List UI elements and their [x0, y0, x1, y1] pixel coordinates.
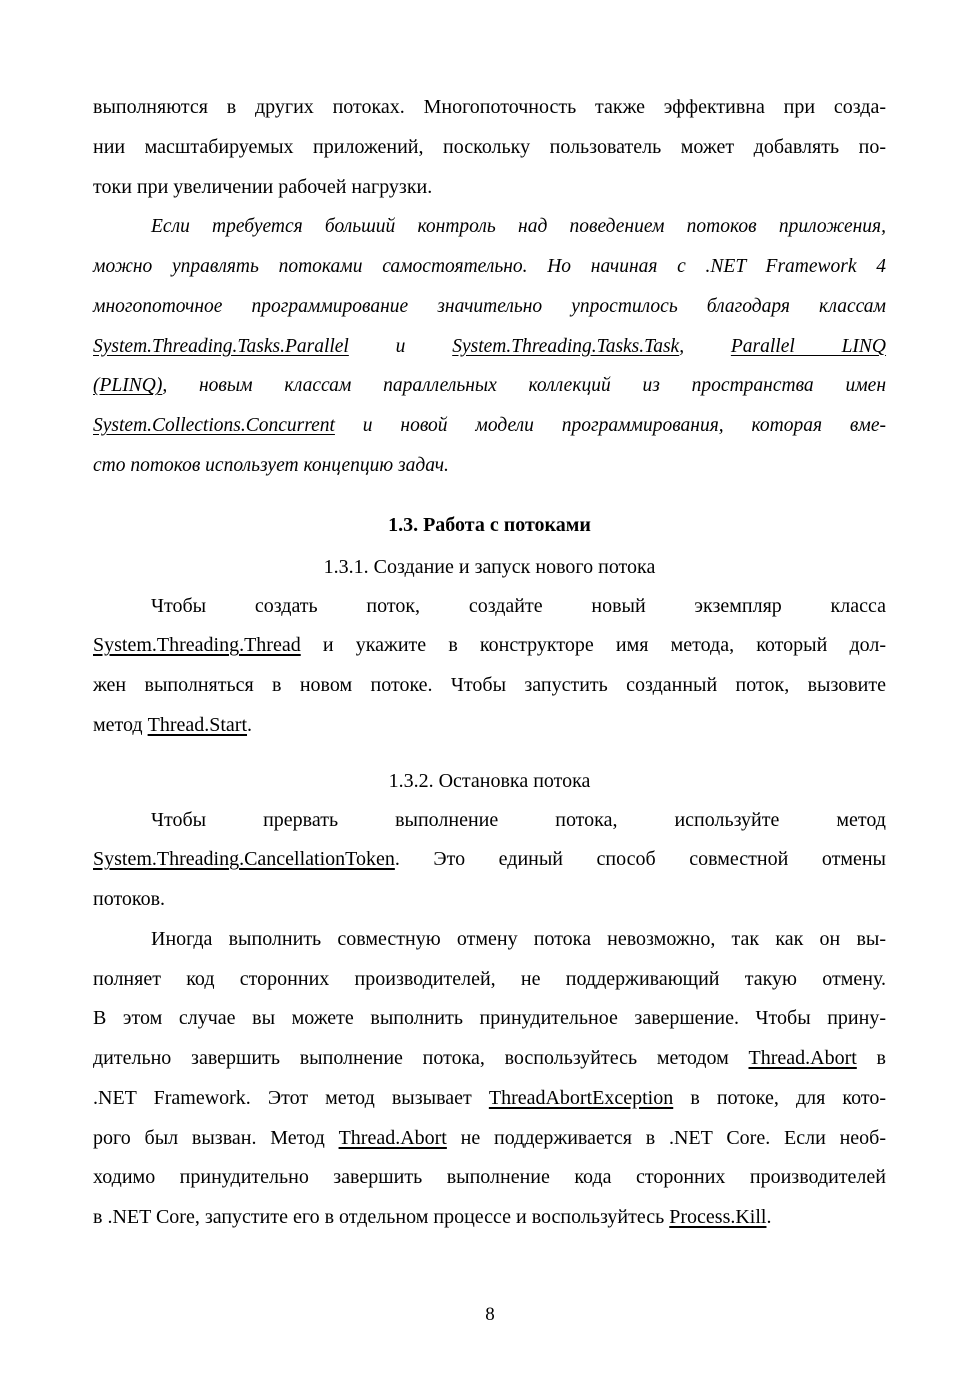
text-run: В этом случае вы можете выполнить принудительное завершение. Чтобы прину-: [93, 1007, 886, 1030]
text-line: [93, 960, 886, 1000]
text-line: [93, 1198, 886, 1238]
paragraph: [93, 920, 886, 1238]
text-line: [93, 327, 886, 367]
text-line: [93, 406, 886, 446]
text-line: [93, 920, 886, 960]
api-reference-link[interactable]: System.Threading.Tasks.Parallel: [93, 335, 349, 357]
text-line: [93, 587, 886, 627]
text-line: [93, 247, 886, 287]
text-run: нии масштабируемых приложений, поскольку пользователь может добавлять по-: [93, 135, 886, 158]
text-run: .: [766, 1206, 772, 1228]
text-run: Если требуется больший контроль над поведением потоков приложения,: [151, 216, 886, 238]
text-line: [93, 666, 886, 706]
text-run: не поддерживается в .NET Core. Если необ-: [446, 1126, 887, 1149]
text-run: потоков.: [93, 888, 166, 910]
text-run: полняет код сторонних производителей, не поддерживающий такую отмену.: [93, 967, 886, 990]
paragraph: [93, 801, 886, 920]
text-line: [93, 880, 886, 920]
text-line: [93, 366, 886, 406]
text-run: рого был вызван. Метод: [93, 1126, 339, 1149]
api-reference-link[interactable]: System.Collections.Concurrent: [93, 415, 335, 436]
text-run: , новым классам параллельных коллекций из пространства имен: [162, 375, 886, 397]
text-line: [93, 999, 886, 1039]
text-run: .: [247, 713, 253, 736]
api-reference-link[interactable]: Thread.Start: [147, 713, 248, 736]
text-line: [93, 840, 886, 880]
text-run: .NET Framework. Этот метод вызывает: [93, 1086, 489, 1109]
api-reference-link[interactable]: ThreadAbortException: [488, 1086, 674, 1109]
document-body: [93, 88, 886, 1238]
subsection-heading: 1.3.2. Остановка потока: [388, 769, 591, 792]
text-line: [93, 1158, 886, 1198]
text-line: [93, 88, 886, 128]
text-run: в .NET Core, запустите его в отдельном процессе и воспользуйтесь: [93, 1206, 670, 1228]
text-line: [93, 287, 886, 327]
api-reference-link[interactable]: System.Threading.CancellationToken: [93, 848, 395, 871]
paragraph: [93, 207, 886, 485]
text-run: и новой модели программирования, которая вме-: [334, 415, 886, 436]
text-run: многопоточное программирование значительно упростилось благодаря классам: [93, 295, 886, 317]
text-line: [93, 1079, 886, 1119]
text-run: ,: [679, 335, 731, 357]
api-reference-link[interactable]: Parallel LINQ: [730, 335, 887, 357]
api-reference-link[interactable]: Thread.Abort: [748, 1047, 857, 1069]
text-run: можно управлять потоками самостоятельно. Но начиная с .NET Framework 4: [93, 256, 886, 277]
text-line: [93, 706, 886, 746]
text-run: . Это единый способ совместной отмены: [394, 848, 886, 871]
text-line: [93, 1119, 886, 1159]
api-reference-link[interactable]: Thread.Abort: [338, 1126, 447, 1149]
text-line: [93, 207, 886, 247]
text-run: Иногда выполнить совместную отмену потока невозможно, так как он вы-: [151, 927, 886, 950]
paragraph: [93, 587, 886, 746]
text-run: Чтобы прервать выполнение потока, используйте метод: [151, 808, 886, 831]
text-line: [93, 1039, 886, 1079]
text-run: ходимо принудительно завершить выполнение кода сторонних производителей: [93, 1166, 886, 1189]
text-run: Чтобы создать поток, создайте новый экземпляр класса: [151, 594, 886, 617]
paragraph: [93, 88, 886, 207]
section-heading: 1.3. Работа с потоками: [388, 513, 591, 536]
text-run: жен выполняться в новом потоке. Чтобы запустить созданный поток, вызовите: [93, 674, 886, 696]
subsection-heading: 1.3.1. Создание и запуск нового потока: [323, 555, 656, 578]
text-run: метод: [93, 713, 148, 736]
text-line: [93, 446, 886, 486]
text-line: [93, 128, 886, 168]
text-run: в потоке, для кото-: [673, 1086, 887, 1109]
text-run: и: [348, 335, 453, 357]
text-line: [93, 801, 886, 841]
text-line: [93, 168, 886, 208]
text-run: и укажите в конструкторе имя метода, который дол-: [300, 634, 886, 657]
text-run: дительно завершить выполнение потока, воспользуйтесь методом: [93, 1047, 749, 1069]
api-reference-link[interactable]: System.Threading.Tasks.Task: [452, 335, 680, 357]
text-run: токи при увеличении рабочей нагрузки.: [93, 175, 433, 198]
text-run: выполняются в других потоках. Многопоточность также эффективна при созда-: [93, 96, 886, 118]
text-line: [93, 626, 886, 666]
text-run: сто потоков использует концепцию задач.: [93, 454, 449, 476]
api-reference-link[interactable]: System.Threading.Thread: [93, 634, 301, 657]
api-reference-link[interactable]: (PLINQ): [93, 375, 163, 397]
text-run: в: [856, 1047, 886, 1069]
api-reference-link[interactable]: Process.Kill: [669, 1206, 767, 1228]
page-number: 8: [485, 1304, 495, 1325]
